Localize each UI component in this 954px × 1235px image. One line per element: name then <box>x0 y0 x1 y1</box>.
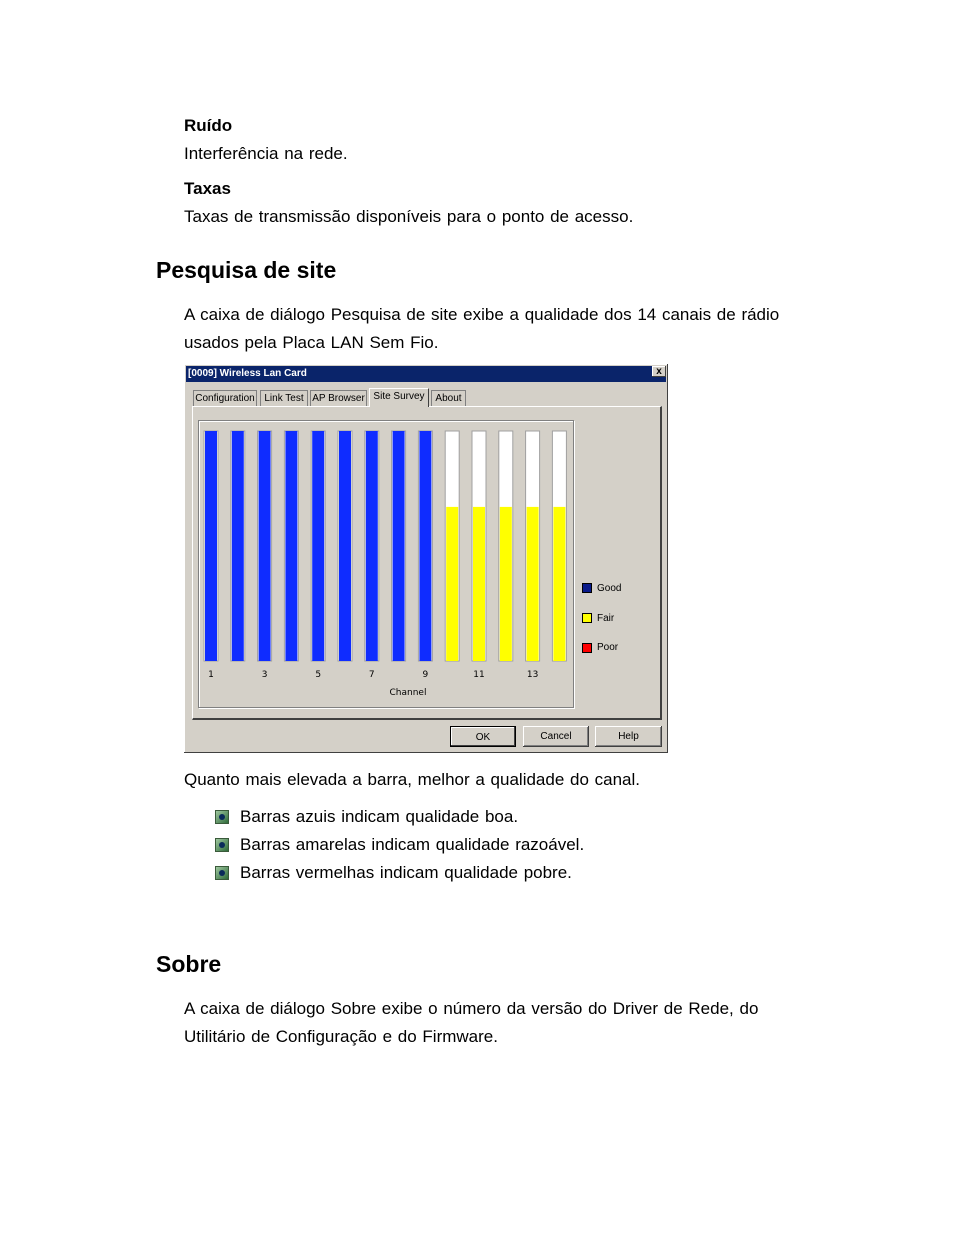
legend-poor-swatch <box>582 643 592 653</box>
legend-fair-label: Fair <box>597 613 615 624</box>
tab-site-survey[interactable]: Site Survey <box>369 388 429 407</box>
legend-good-swatch <box>582 583 592 593</box>
pesquisa-intro-line-1: A caixa de diálogo Pesquisa de site exibe a qualidade dos 14 canais de rádio <box>184 305 780 324</box>
pesquisa-intro-line-2: usados pela Placa LAN Sem Fio. <box>184 333 439 352</box>
channel-bar-11 <box>473 507 485 661</box>
dialog-title: [0009] Wireless Lan Card <box>188 368 307 379</box>
chart-explanation: Quanto mais elevada a barra, melhor a qualidade do canal. <box>184 770 641 789</box>
heading-sobre: Sobre <box>156 951 222 977</box>
heading-pesquisa-de-site: Pesquisa de site <box>156 257 337 283</box>
channel-bar-12 <box>500 507 512 661</box>
sobre-line-1: A caixa de diálogo Sobre exibe o número da versão do Driver de Rede, do <box>184 999 759 1018</box>
x-axis-label: Channel <box>389 688 427 698</box>
channel-bar-2 <box>232 431 244 661</box>
tab-about[interactable]: About <box>431 390 466 406</box>
legend-good-label: Good <box>597 583 622 594</box>
channel-quality-chart <box>199 421 573 707</box>
tick-label-9: 9 <box>422 670 429 680</box>
help-button[interactable]: Help <box>595 726 662 747</box>
bullet-icon <box>215 838 229 852</box>
tick-label-3: 3 <box>261 670 268 680</box>
definition-taxas: Taxas de transmissão disponíveis para o ponto de acesso. <box>184 207 634 226</box>
legend-fair-swatch <box>582 613 592 623</box>
bullet-icon <box>215 866 229 880</box>
bullet-yellow: Barras amarelas indicam qualidade razoável. <box>240 835 585 854</box>
channel-bar-9 <box>419 431 431 661</box>
term-taxas: Taxas <box>184 179 231 198</box>
tick-label-11: 11 <box>473 670 485 680</box>
term-ruido: Ruído <box>184 116 233 135</box>
tick-label-7: 7 <box>368 670 375 680</box>
channel-bar-4 <box>285 431 297 661</box>
sobre-line-2: Utilitário de Configuração e do Firmware. <box>184 1027 498 1046</box>
dialog-titlebar[interactable] <box>186 366 666 382</box>
ok-button[interactable]: OK <box>450 726 516 747</box>
bullet-red: Barras vermelhas indicam qualidade pobre. <box>240 863 572 882</box>
channel-bar-14 <box>553 507 565 661</box>
tab-link-test[interactable]: Link Test <box>260 390 308 406</box>
definition-ruido: Interferência na rede. <box>184 144 348 163</box>
channel-bar-6 <box>339 431 351 661</box>
channel-bar-8 <box>393 431 405 661</box>
site-survey-dialog <box>184 364 668 753</box>
channel-chart-frame <box>198 420 574 708</box>
channel-bar-3 <box>259 431 271 661</box>
channel-bar-13 <box>527 507 539 661</box>
channel-bar-1 <box>205 431 217 661</box>
tick-label-5: 5 <box>315 670 322 680</box>
channel-bar-7 <box>366 431 378 661</box>
channel-bar-10 <box>446 507 458 661</box>
channel-bar-5 <box>312 431 324 661</box>
bullet-blue: Barras azuis indicam qualidade boa. <box>240 807 519 826</box>
tab-ap-browser[interactable]: AP Browser <box>310 390 367 406</box>
close-icon[interactable]: x <box>652 366 666 377</box>
tick-label-1: 1 <box>208 670 214 680</box>
legend-poor-label: Poor <box>597 642 619 653</box>
cancel-button[interactable]: Cancel <box>523 726 589 747</box>
bullet-icon <box>215 810 229 824</box>
tick-label-13: 13 <box>526 670 539 680</box>
tab-configuration[interactable]: Configuration <box>193 390 257 406</box>
